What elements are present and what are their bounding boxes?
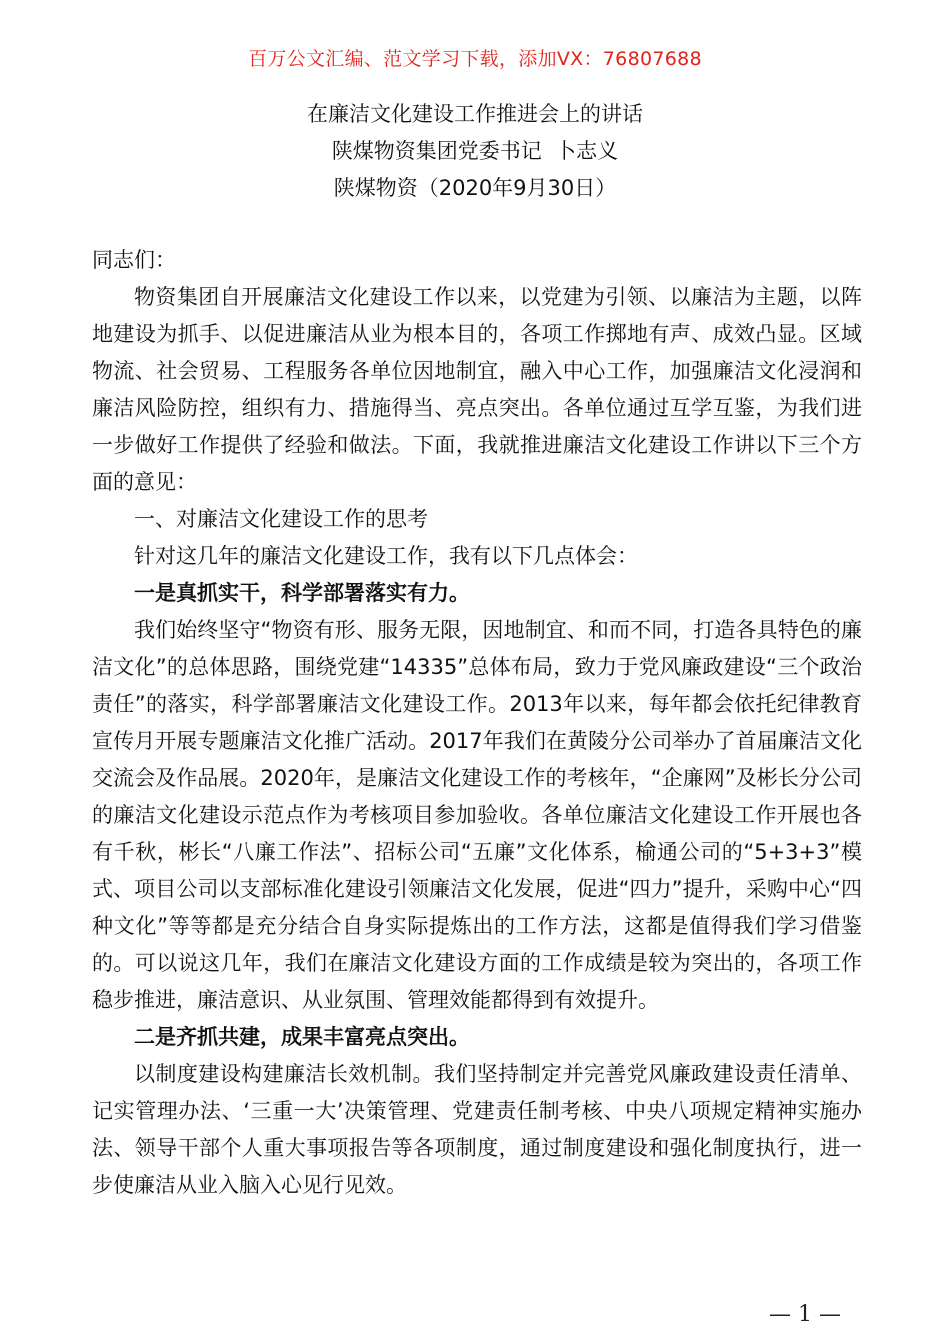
section-lead-paragraph: 针对这几年的廉洁文化建设工作，我有以下几点体会：	[134, 544, 638, 568]
document-body	[92, 242, 862, 1204]
document-header	[0, 96, 950, 207]
page-number: — 1 —	[769, 1302, 841, 1327]
salutation: 同志们：	[92, 248, 176, 272]
speaker-line: 陕煤物资集团党委书记 卜志义	[331, 139, 619, 163]
source-date-line: 陕煤物资（2020年9月30日）	[333, 176, 617, 200]
intro-paragraph: 物资集团自开展廉洁文化建设工作以来，以党建为引领、以廉洁为主题，以阵地建设为抓手、以促进廉洁从业为根本目的，各项工作掷地有声、成效凸显。区域物流、社会贸易、工程服务各单位因地制宜，融入中心工作，加强廉洁文化浸润和廉洁风险防控，组织有力、措施得当、亮点突出。各单位通过互学互鉴，为我们进一步做好工作提供了经验和做法。下面，我就推进廉洁文化建设工作讲以下三个方面的意见：	[92, 285, 862, 494]
point-heading-2: 二是齐抓共建，成果丰富亮点突出。	[134, 1025, 470, 1049]
point-paragraph-1: 我们始终坚守“物资有形、服务无限，因地制宜、和而不同，打造各具特色的廉洁文化”的总体思路，围绕党建“14335”总体布局，致力于党风廉政建设“三个政治责任”的落实，科学部署廉洁文化建设工作。2013年以来，每年都会依托纪律教育宣传月开展专题廉洁文化推广活动。2017年我们在黄陵分公司举办了首届廉洁文化交流会及作品展。2020年，是廉洁文化建设工作的考核年，“企廉网”及彬长分公司的廉洁文化建设示范点作为考核项目参加验收。各单位廉洁文化建设工作开展也各有千秋，彬长“八廉工作法”、招标公司“五廉”文化体系，榆通公司的“5+3+3”模式、项目公司以支部标准化建设引领廉洁文化发展，促进“四力”提升，采购中心“四种文化”等等都是充分结合自身实际提炼出的工作方法，这都是值得我们学习借鉴的。可以说这几年，我们在廉洁文化建设方面的工作成绩是较为突出的，各项工作稳步推进，廉洁意识、从业氛围、管理效能都得到有效提升。	[92, 618, 862, 1012]
point-paragraph-2: 以制度建设构建廉洁长效机制。我们坚持制定并完善党风廉政建设责任清单、记实管理办法、‘三重一大’决策管理、党建责任制考核、中央八项规定精神实施办法、领导干部个人重大事项报告等各项制度，通过制度建设和强化制度执行，进一步使廉洁从业入脑入心见行见效。	[92, 1062, 862, 1197]
point-heading-1: 一是真抓实干，科学部署落实有力。	[134, 581, 470, 605]
section-heading-1: 一、对廉洁文化建设工作的思考	[134, 507, 428, 531]
document-title: 在廉洁文化建设工作推进会上的讲话	[307, 102, 643, 126]
promo-banner: 百万公文汇编、范文学习下载，添加VX：76807688	[248, 48, 702, 70]
